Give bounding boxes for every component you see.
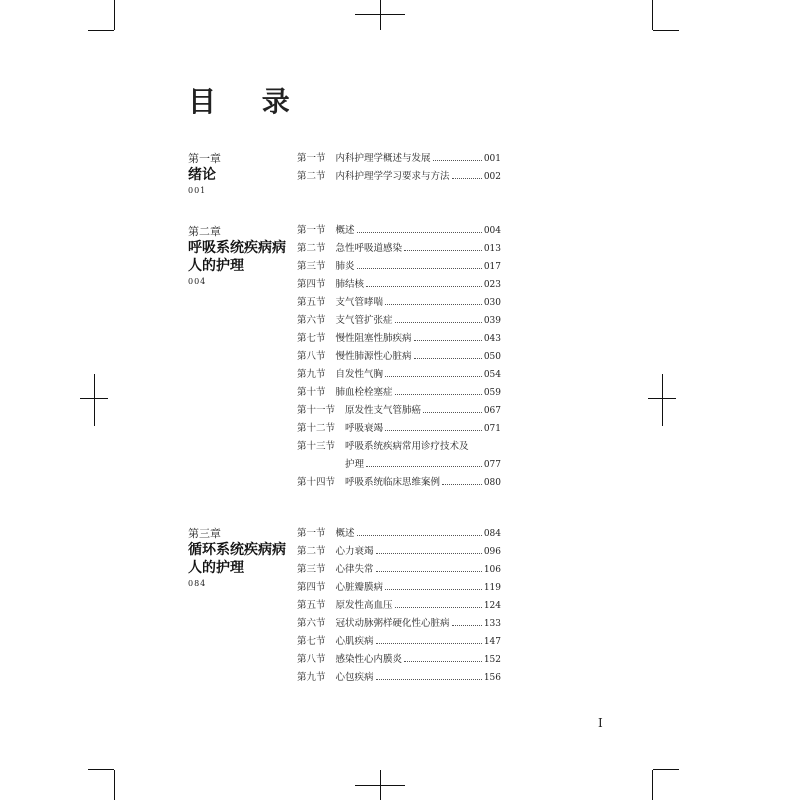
section-label: 第七节 — [297, 333, 326, 344]
chapter-page: 001 — [188, 186, 207, 195]
section-page: 054 — [483, 370, 501, 380]
chapter-name-line-2: 人的护理 — [188, 258, 244, 274]
section-label: 第八节 — [297, 351, 326, 362]
section-title: 内科护理学学习要求与方法 — [335, 171, 450, 182]
section-title: 心律失常 — [335, 564, 374, 575]
chapter-label: 第三章 — [188, 527, 221, 540]
chapter-label: 第一章 — [188, 152, 221, 165]
section-page: 152 — [483, 655, 501, 665]
toc-entry[interactable] — [297, 330, 501, 348]
section-label: 第十四节 — [297, 477, 336, 488]
section-label: 第一节 — [297, 528, 326, 539]
section-page: 059 — [483, 388, 501, 398]
section-page: 119 — [483, 583, 501, 593]
section-title: 自发性气胸 — [335, 369, 384, 380]
section-page: 039 — [483, 316, 501, 326]
toc-entry[interactable] — [297, 312, 501, 330]
section-label: 第四节 — [297, 582, 326, 593]
section-page: 002 — [483, 172, 501, 182]
section-page: 106 — [483, 565, 501, 575]
section-title: 概述 — [335, 225, 355, 236]
toc-entry[interactable] — [297, 525, 501, 543]
toc-entry[interactable] — [297, 222, 501, 240]
toc-entry[interactable] — [297, 258, 501, 276]
toc-entry[interactable] — [297, 276, 501, 294]
chapter-name-line-1: 呼吸系统疾病病 — [188, 240, 286, 256]
section-label: 第六节 — [297, 618, 326, 629]
section-title: 心脏瓣膜病 — [335, 582, 384, 593]
chapter-1-heading — [188, 152, 288, 198]
toc-entry[interactable] — [297, 651, 501, 669]
section-label: 第九节 — [297, 672, 326, 683]
section-title: 肺炎 — [335, 261, 355, 272]
section-page: 156 — [483, 673, 501, 683]
section-page: 004 — [483, 226, 501, 236]
toc-entry[interactable] — [297, 474, 501, 492]
section-title: 肺血栓栓塞症 — [335, 387, 393, 398]
chapter-2-sections — [297, 222, 501, 492]
section-label: 第六节 — [297, 315, 326, 326]
toc-entry[interactable] — [297, 579, 501, 597]
section-label: 第十二节 — [297, 423, 336, 434]
section-label: 第八节 — [297, 654, 326, 665]
section-title: 冠状动脉粥样硬化性心脏病 — [335, 618, 450, 629]
toc-entry[interactable] — [297, 615, 501, 633]
section-label: 第一节 — [297, 153, 326, 164]
section-label: 第四节 — [297, 279, 326, 290]
section-title: 急性呼吸道感染 — [335, 243, 403, 254]
section-page: 050 — [483, 352, 501, 362]
section-label: 第一节 — [297, 225, 326, 236]
section-page: 147 — [483, 637, 501, 647]
section-page: 043 — [483, 334, 501, 344]
toc-entry[interactable] — [297, 597, 501, 615]
section-title: 慢性阻塞性肺疾病 — [335, 333, 412, 344]
section-page: 133 — [483, 619, 501, 629]
toc-entry[interactable] — [297, 669, 501, 687]
section-title: 呼吸衰竭 — [345, 423, 384, 434]
toc-entry[interactable] — [297, 561, 501, 579]
toc-entry[interactable] — [297, 438, 501, 456]
section-label: 第九节 — [297, 369, 326, 380]
section-title: 慢性肺源性心脏病 — [335, 351, 412, 362]
section-label: 第五节 — [297, 297, 326, 308]
section-title: 原发性高血压 — [335, 600, 393, 611]
toc-entry[interactable] — [297, 420, 501, 438]
page-folio: I — [598, 716, 603, 730]
toc-entry[interactable] — [297, 402, 501, 420]
chapter-name-line-2: 人的护理 — [188, 560, 244, 576]
toc-entry[interactable] — [297, 366, 501, 384]
chapter-name: 绪论 — [188, 167, 216, 183]
section-label: 第二节 — [297, 546, 326, 557]
chapter-2-heading — [188, 225, 288, 289]
section-title: 心包疾病 — [335, 672, 374, 683]
section-page: 013 — [483, 244, 501, 254]
toc-entry[interactable] — [297, 294, 501, 312]
section-title: 支气管哮喘 — [335, 297, 384, 308]
section-page: 077 — [483, 460, 501, 470]
chapter-1-sections — [297, 150, 501, 186]
section-page: 096 — [483, 547, 501, 557]
toc-entry[interactable] — [297, 543, 501, 561]
section-title: 内科护理学概述与发展 — [335, 153, 431, 164]
section-title: 支气管扩张症 — [335, 315, 393, 326]
section-title: 呼吸系统疾病常用诊疗技术及 — [345, 441, 469, 452]
section-title: 感染性心内膜炎 — [335, 654, 403, 665]
section-label: 第七节 — [297, 636, 326, 647]
toc-entry[interactable] — [297, 168, 501, 186]
section-label: 第十节 — [297, 387, 326, 398]
section-label: 第二节 — [297, 243, 326, 254]
toc-entry[interactable] — [297, 150, 501, 168]
section-page: 071 — [483, 424, 501, 434]
section-page: 023 — [483, 280, 501, 290]
section-label: 第十一节 — [297, 405, 336, 416]
section-title: 呼吸系统临床思维案例 — [345, 477, 441, 488]
section-title: 原发性支气管肺癌 — [345, 405, 422, 416]
chapter-name-line-1: 循环系统疾病病 — [188, 542, 286, 558]
section-page: 067 — [483, 406, 501, 416]
section-title: 肺结核 — [335, 279, 365, 290]
chapter-page: 004 — [188, 277, 207, 286]
section-page: 084 — [483, 529, 501, 539]
section-page: 017 — [483, 262, 501, 272]
section-label: 第三节 — [297, 564, 326, 575]
section-title-continued: 护理 — [345, 459, 365, 470]
section-page: 124 — [483, 601, 501, 611]
section-page: 030 — [483, 298, 501, 308]
chapter-3-heading — [188, 527, 288, 591]
page-title: 目 录 — [188, 85, 308, 118]
chapter-3-sections — [297, 525, 501, 687]
section-page: 080 — [483, 478, 501, 488]
chapter-label: 第二章 — [188, 225, 221, 238]
chapter-page: 084 — [188, 579, 207, 588]
section-label: 第三节 — [297, 261, 326, 272]
section-label: 第五节 — [297, 600, 326, 611]
section-page: 001 — [483, 154, 501, 164]
toc-entry[interactable] — [297, 633, 501, 651]
section-label: 第二节 — [297, 171, 326, 182]
toc-entry-continuation[interactable] — [297, 456, 501, 474]
toc-entry[interactable] — [297, 240, 501, 258]
section-title: 心力衰竭 — [335, 546, 374, 557]
section-title: 概述 — [335, 528, 355, 539]
section-title: 心肌疾病 — [335, 636, 374, 647]
toc-entry[interactable] — [297, 348, 501, 366]
section-label: 第十三节 — [297, 441, 336, 452]
toc-entry[interactable] — [297, 384, 501, 402]
